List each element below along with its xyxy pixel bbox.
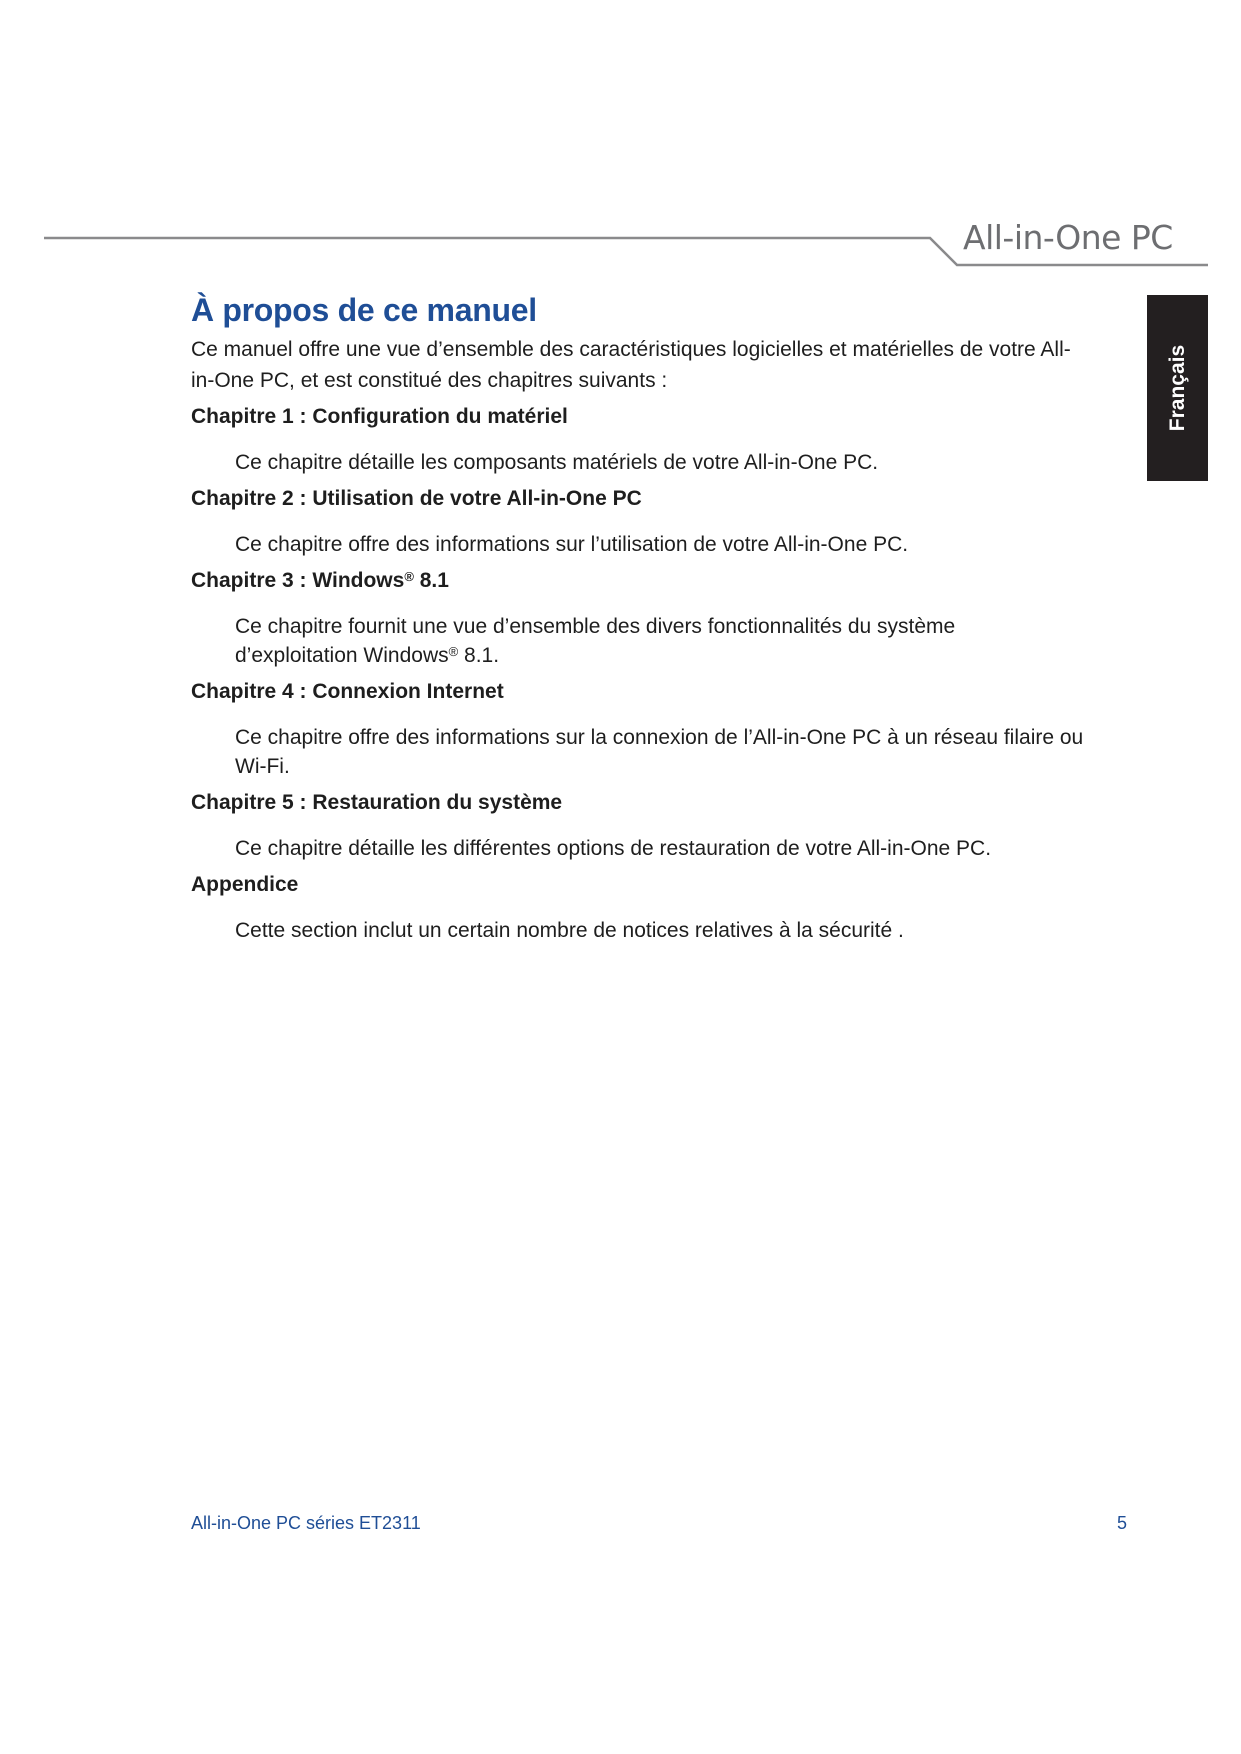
brand-logo: All-in-One PC <box>963 218 1173 257</box>
page-title: À propos de ce manuel <box>191 292 537 328</box>
chapter-4-heading: Chapitre 4 : Connexion Internet <box>191 680 504 703</box>
chapter-3-heading <box>191 565 1091 596</box>
chapter-3-description-version: 8.1. <box>458 644 500 667</box>
chapter-2-description: Ce chapitre offre des informations sur l’utilisation de votre All-in-One PC. <box>235 533 909 556</box>
chapter-4-description-line-2: Wi-Fi. <box>235 755 290 778</box>
chapter-3-heading-text: Chapitre 3 : Windows <box>191 569 405 592</box>
appendix-heading: Appendice <box>191 873 299 896</box>
intro-line-1: Ce manuel offre une vue d’ensemble des caractéristiques logicielles et matérielles de votre All- <box>191 338 1071 361</box>
footer-title: All-in-One PC séries ET2311 <box>191 1513 421 1533</box>
page-number: 5 <box>1117 1513 1128 1533</box>
manual-content <box>191 286 1091 945</box>
appendix-description: Cette section inclut un certain nombre de notices relatives à la sécurité . <box>235 919 904 942</box>
language-tab-label: Français <box>1165 344 1189 432</box>
chapter-5-heading: Chapitre 5 : Restauration du système <box>191 791 563 814</box>
registered-mark: ® <box>404 569 414 584</box>
chapter-5-description: Ce chapitre détaille les différentes options de restauration de votre All-in-One PC. <box>235 837 992 860</box>
registered-mark: ® <box>448 644 459 659</box>
chapter-3-description-line-1: Ce chapitre fournit une vue d’ensemble des divers fonctionnalités du système <box>235 615 956 638</box>
language-tab <box>1147 295 1208 481</box>
chapter-1-description: Ce chapitre détaille les composants matériels de votre All-in-One PC. <box>235 451 879 474</box>
chapter-3-heading-version: 8.1 <box>413 569 449 592</box>
intro-line-2: in-One PC, et est constitué des chapitres suivants : <box>191 369 668 392</box>
chapter-3-description <box>191 612 1091 670</box>
chapter-2-heading: Chapitre 2 : Utilisation de votre All-in-One PC <box>191 487 642 510</box>
chapter-4-description-line-1: Ce chapitre offre des informations sur la connexion de l’All-in-One PC à un réseau filaire ou <box>235 726 1084 749</box>
chapter-4-description <box>191 723 1091 781</box>
chapter-1-heading: Chapitre 1 : Configuration du matériel <box>191 405 568 428</box>
intro-paragraph <box>191 334 1091 396</box>
chapter-3-description-line-2: d’exploitation Windows <box>235 644 449 667</box>
